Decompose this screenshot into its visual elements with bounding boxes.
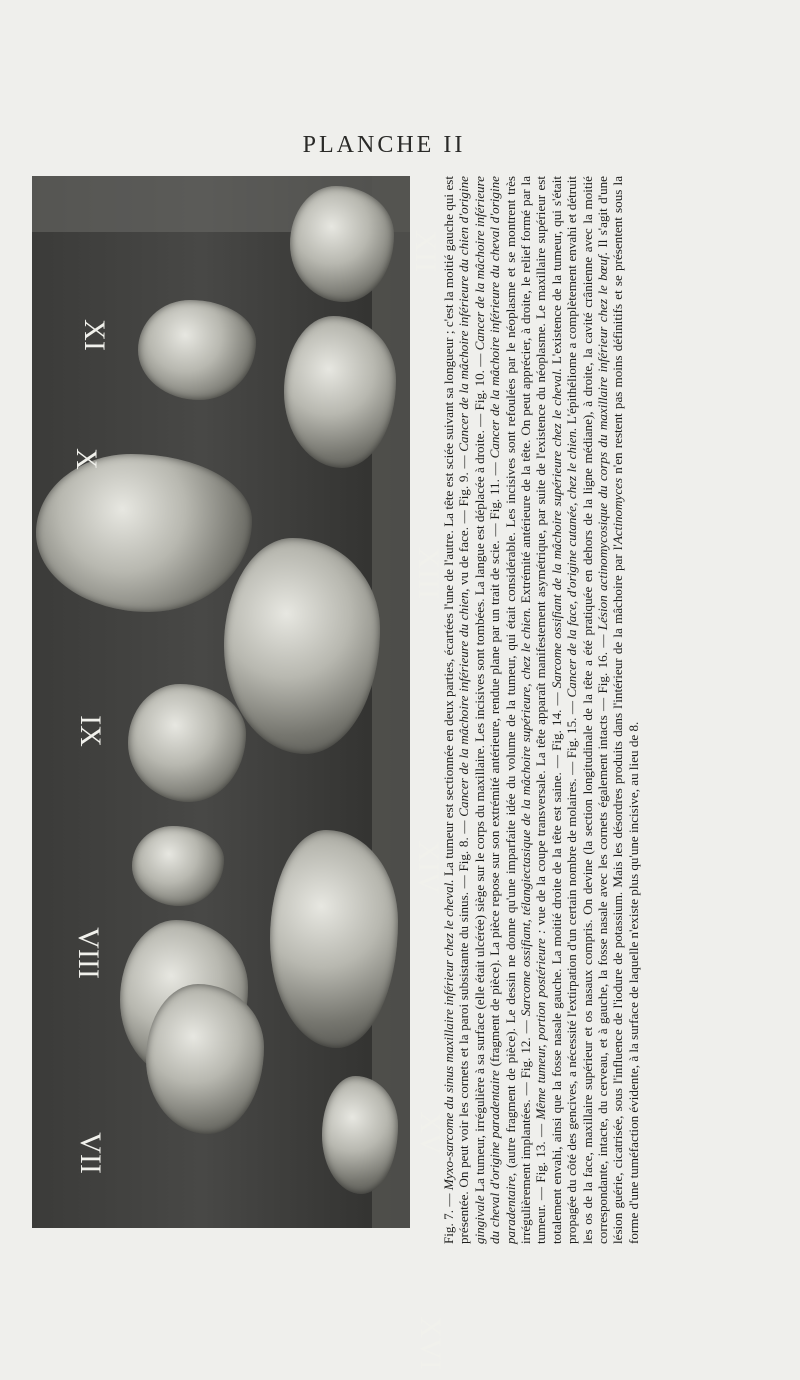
plate-title: PLANCHE II bbox=[302, 132, 466, 158]
caption-italic-segment: Cancer de la mâchoire inférieure du chien d'origine gingivale bbox=[456, 176, 487, 1244]
label-ix: IX bbox=[74, 715, 107, 747]
label-x: X bbox=[70, 448, 103, 470]
caption-segment: L'épithéliome a complètement envahi et détruit les os de la face, maxillaire supérieur et os nasaux compris. On devine (la section longitudinale de la tête a été pratiquée en dehors de la ligne médiane), à droite, la cavité crânienne avec la moitié correspondante, intacte, du cerveau, et à gauche, la fosse nasale avec les cornets également intacts — Fig. 16. — bbox=[564, 176, 611, 1244]
caption-segment: La tumeur, irrégulière à sa surface (elle était ulcérée) siège sur le corps du maxillaire. Les incisives sont tombées. La langue est déplacée à droite. — Fig. 10. — bbox=[471, 350, 487, 1196]
specimen-fig-14 bbox=[224, 538, 380, 754]
label-xi: XI bbox=[78, 319, 111, 351]
caption-segment: (fragment de pièce). La pièce repose sur son extrémité antérieure, rendue plane par un trait de scie. — Fig. 11. — bbox=[487, 458, 503, 1071]
specimen-fig-11 bbox=[138, 300, 256, 400]
label-xiv: XIV bbox=[412, 840, 445, 894]
caption-segment: Extrémité antérieure de la tête. On peut apprécier, à droite, le relief formé par la tumeur. — Fig. 13. — bbox=[518, 175, 549, 1244]
caption-segment: Il s'agit d'une lésion guérie, cicatrisée, sous l'influence de l'iodure de potassium. Mais les désordres produits dans l'intérieur de la mâchoire par l' bbox=[595, 176, 626, 1244]
caption-italic-segment: Myxo-sarcome du sinus maxillaire inférieur chez le cheval. bbox=[441, 879, 456, 1191]
caption-italic-segment: Cancer de la mâchoire inférieure du cheval d'origine paradentaire bbox=[471, 176, 503, 1244]
caption-segment: Fig. 7. — bbox=[441, 1190, 456, 1244]
label-vii: VII bbox=[74, 1132, 107, 1174]
specimen-fig-8 bbox=[132, 826, 224, 906]
label-xii: XII bbox=[409, 230, 442, 272]
caption-column bbox=[441, 176, 761, 1244]
caption-italic-segment: Actinomyces bbox=[610, 477, 626, 545]
caption-segment: (autre fragment de pièce). Le dessin ne donne qu'une imparfaite idée du volume de la tumeur, qui était considérable. Les incisives sont refoulées par le néoplasme et se montrent très irrégulièrement implantées. — Fig. 12. — bbox=[502, 176, 534, 1244]
caption-segment: n'en restent pas moins définitifs et se présentent sous la forme d'une tuméfaction évidente, à la surface de laquelle n'existe plus qu'une incisive, au lieu de 8. bbox=[610, 175, 641, 1244]
specimen-photograph bbox=[32, 176, 447, 1370]
caption-italic-segment: Lésion actinomycosique du corps du maxillaire inférieur chez le bœuf. bbox=[595, 252, 611, 631]
caption-italic-segment: Sarcome ossifiant de la mâchoire supérieure chez le cheval. bbox=[548, 368, 564, 689]
label-xvi: XVI bbox=[414, 1316, 447, 1370]
caption-segment: L'existence de la tumeur, qui s'était propagée du côté des gencives, a nécessité l'extirpation d'un certain nombre de molaires. — Fig. 15. — bbox=[548, 175, 580, 1244]
figure-caption bbox=[441, 176, 641, 1244]
caption-italic-segment: Sarcome ossifiant, télangiectasique de la mâchoire supérieure, chez le chien. bbox=[518, 607, 534, 1017]
label-xv: XV bbox=[414, 1111, 447, 1155]
specimen-fig-7-lower bbox=[146, 984, 264, 1134]
caption-italic-segment: Cancer de la mâchoire inférieure du cheval d'origine paradentaire, bbox=[487, 176, 518, 1244]
caption-italic-segment: Même tumeur, portion postérieure : bbox=[533, 929, 549, 1120]
label-viii: VIII bbox=[72, 927, 105, 979]
label-xiii: XIII bbox=[412, 547, 445, 599]
specimen-fig-9 bbox=[128, 684, 246, 802]
caption-segment: vu de face. — Fig. 9. — bbox=[456, 451, 472, 589]
caption-segment: La tumeur est sectionnée en deux parties, écartées l'une de l'autre. La tête est sciée suivant sa longueur ; c'est la moitié gauche qui est présentée. On peut voir les cornets et la paroi subsistante du sinus. — Fig. 8. — bbox=[441, 175, 472, 1244]
caption-italic-segment: Cancer de la mâchoire inférieure du chien, bbox=[456, 588, 472, 817]
caption-italic-segment: Cancer de la face, d'origine cutanée, chez le chien. bbox=[564, 427, 580, 698]
caption-segment: vue de la coupe transversale. La tête apparaît manifestement asymétrique, par suite de l'existence du néoplasme. Le maxillaire supérieur est totalement envahi, ainsi que la fosse nasale gauche. La moitié droite de la tête est saine. — Fig. 14. — bbox=[533, 176, 564, 1244]
